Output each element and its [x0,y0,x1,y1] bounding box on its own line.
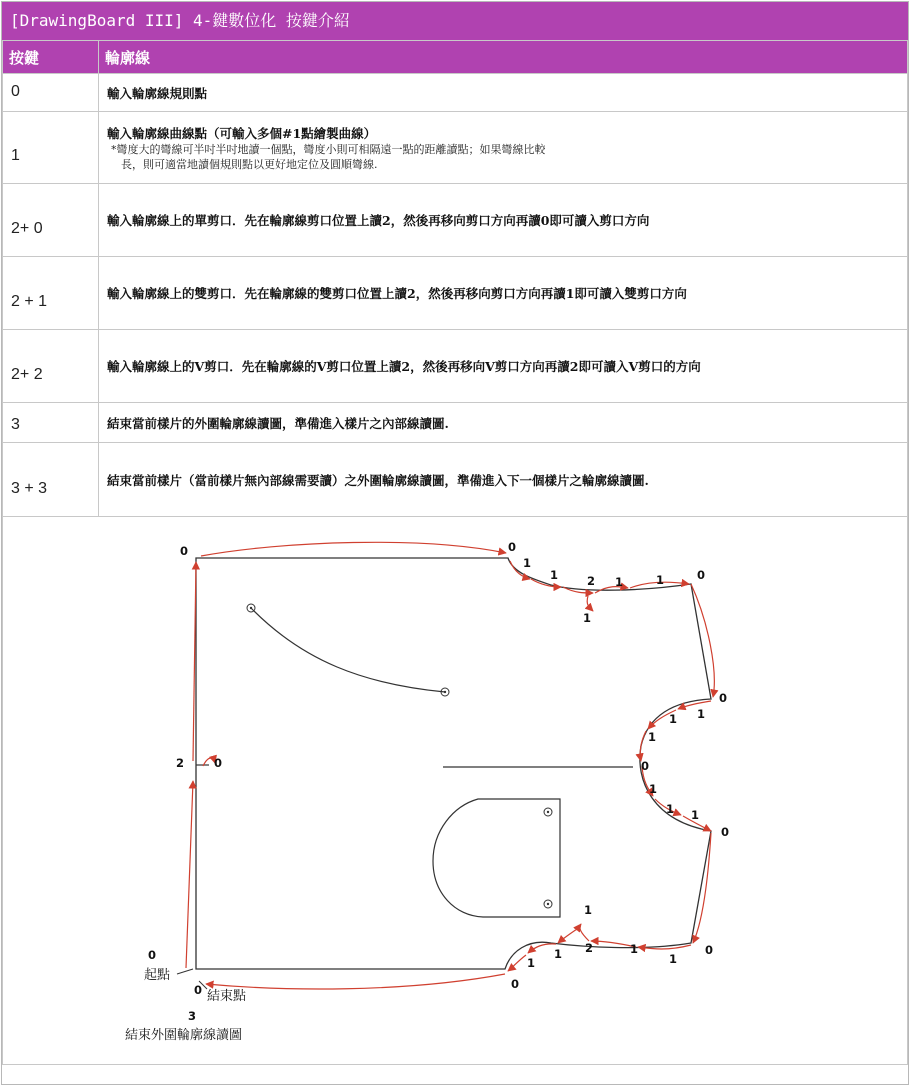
internal-curve [251,608,445,692]
key-labels [148,540,729,1023]
digitize-path [186,542,714,989]
key-label: 0 [511,977,520,991]
note-line-2: 長，則可適當地讀個規則點以更好地定位及圓順彎線. [121,157,378,171]
diagram-cell [3,517,908,1065]
key-label: 2 [587,574,596,588]
start-point-label: 起點 [144,968,171,983]
key-label: 1 [630,942,639,956]
point-marker [250,607,252,609]
desc-cell: 輸入輪廓線規則點 [99,74,908,112]
key-cell: 2 + 1 [3,257,99,330]
table-row [3,330,908,403]
key-label: 0 [148,948,157,962]
key-label: 0 [180,544,189,558]
table-row [3,443,908,517]
key-label: 1 [697,707,706,721]
key-label: 1 [527,956,536,970]
header-desc: 輪廓線 [99,41,908,74]
pattern-diagram [3,517,909,1064]
key-cell: 1 [3,112,99,184]
point-marker [547,903,549,905]
key-label: 1 [666,802,675,816]
desc-cell: 輸入輪廓線上的單剪口．先在輪廓線剪口位置上讀2，然後再移向剪口方向再讀0即可讀入剪口方向 [99,184,908,257]
key-cell: 2+ 0 [3,184,99,257]
key-label: 0 [194,983,203,997]
key-label: 1 [669,712,678,726]
key-label: 1 [649,782,658,796]
table-row [3,257,908,330]
table-row [3,112,908,184]
key-label: 1 [584,903,593,917]
table-row [3,184,908,257]
table-header-row [3,41,908,74]
desc-cell: 輸入輪廓線上的V剪口．先在輪廓線的V剪口位置上讀2，然後再移向V剪口方向再讀2即可讀入V剪口的方向 [99,330,908,403]
desc-cell: 結束當前樣片的外圍輪廓線讀圖，準備進入樣片之內部線讀圖. [99,403,908,443]
end-point-label: 結束點 [207,989,247,1004]
key-cell: 3 [3,403,99,443]
note-line-1: *彎度大的彎線可半吋半吋地讀一個點，彎度小則可相隔遠一點的距離讀點；如果彎線比較 [111,142,546,156]
key-label: 1 [648,730,657,744]
key-label: 0 [721,825,730,839]
key-label: 1 [554,947,563,961]
key-label: 0 [719,691,728,705]
desc-cell: 輸入輪廓線上的雙剪口．先在輪廓線的雙剪口位置上讀2，然後再移向剪口方向再讀1即可讀入雙剪口方向 [99,257,908,330]
key-label: 0 [641,759,650,773]
key-label: 1 [523,556,532,570]
page-title: [DrawingBoard III] 4-鍵數位化 按鍵介紹 [2,2,908,40]
key-label: 2 [585,941,594,955]
key-cell: 0 [3,74,99,112]
page [1,1,909,1085]
desc-cell: 結束當前樣片（當前樣片無內部線需要讀）之外圍輪廓線讀圖，準備進入下一個樣片之輪廓線讀圖. [99,443,908,517]
table-row [3,74,908,112]
key-label: 1 [669,952,678,966]
key-label: 1 [656,573,665,587]
desc-cell [99,112,908,184]
key-label: 1 [691,808,700,822]
key-label: 1 [583,611,592,625]
table-row [3,403,908,443]
desc-text: 輸入輪廓線曲線點（可輸入多個#1點繪製曲線） [107,125,377,141]
diagram-row [3,517,908,1065]
key-label: 0 [705,943,714,957]
key-label: 0 [697,568,706,582]
key-cell: 3 + 3 [3,443,99,517]
finish-outline-label: 結束外圍輪廓線讀圖 [125,1028,243,1043]
key-cell: 2+ 2 [3,330,99,403]
key-label: 1 [615,575,624,589]
point-marker [444,691,446,693]
key-table [2,40,908,1065]
key-label: 0 [214,756,223,770]
pocket-shape [433,799,560,917]
pattern-outline [196,558,714,969]
key-label: 2 [176,756,185,770]
point-marker [547,811,549,813]
key-label: 0 [508,540,517,554]
key-label: 1 [550,568,559,582]
key-label: 3 [188,1009,197,1023]
header-key: 按鍵 [3,41,99,74]
start-pointer [177,969,193,974]
